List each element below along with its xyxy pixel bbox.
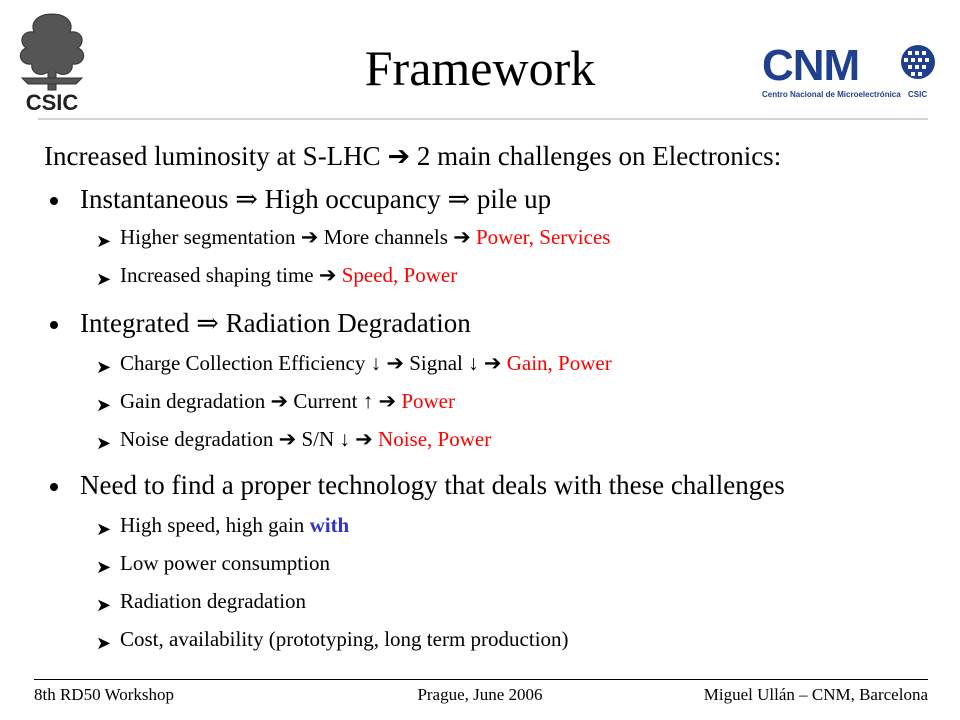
arrowhead-icon: ➤: [96, 269, 112, 289]
sub-text: Current ↑: [288, 389, 379, 413]
csic-logo-text: CSIC: [25, 90, 79, 115]
intro-rest-text: 2 main challenges on Electronics:: [410, 141, 782, 171]
cnm-logo-tag: CSIC: [908, 90, 928, 99]
sub-text: Charge Collection Efficiency ↓: [120, 351, 387, 375]
sub-text: Increased shaping time: [120, 263, 319, 287]
intro-text: Increased luminosity at S-LHC: [44, 141, 381, 171]
sub-text: Signal ↓: [403, 351, 484, 375]
sub-highlight-blue: with: [309, 513, 350, 537]
sub-text: High speed, high gain: [120, 513, 310, 537]
sub-item: [44, 588, 944, 614]
implies-arrow-icon: ⇒: [235, 184, 258, 214]
bullet-label-part: pile up: [470, 184, 552, 214]
right-arrow-icon: ➔: [386, 351, 404, 375]
bullet-dot-icon: [50, 197, 58, 205]
implies-arrow-icon: ⇒: [447, 184, 471, 214]
sub-item: [44, 426, 944, 452]
arrowhead-icon: ➤: [96, 557, 112, 577]
sub-item: [44, 626, 944, 652]
right-arrow-icon: ➔: [300, 225, 319, 249]
title-divider: [38, 118, 928, 120]
right-arrow-icon: ➔: [278, 427, 297, 451]
arrowhead-icon: ➤: [96, 433, 112, 453]
right-arrow-icon: ➔: [483, 351, 502, 375]
right-arrow-icon: ➔: [318, 263, 337, 287]
sub-text: S/N ↓: [296, 427, 356, 451]
bullet-label-part: Radiation Degradation: [218, 308, 471, 338]
bullet-dot-icon: [50, 483, 58, 491]
footer-left: 8th RD50 Workshop: [34, 685, 174, 704]
sub-item: [44, 512, 944, 538]
arrowhead-icon: ➤: [96, 395, 112, 415]
sub-item: [44, 262, 944, 288]
slide-title: Framework: [364, 40, 596, 96]
implies-arrow-icon: ⇒: [196, 308, 219, 338]
sub-text: Cost, availability (prototyping, long term production): [120, 627, 569, 651]
sub-text: Gain degradation: [120, 389, 271, 413]
arrowhead-icon: ➤: [96, 231, 112, 251]
sub-text: Higher segmentation: [120, 225, 301, 249]
bullet-need-technology: [44, 468, 944, 502]
sub-text: Noise degradation: [120, 427, 279, 451]
right-arrow-icon: ➔: [355, 427, 373, 451]
footer-right: Miguel Ullán – CNM, Barcelona: [703, 685, 928, 704]
right-arrow-icon: ➔: [378, 389, 397, 413]
right-arrow-icon: ➔: [270, 389, 289, 413]
sub-highlight: Power: [396, 389, 455, 413]
sub-text: More channels: [318, 225, 454, 249]
bullet-label-part: High occupancy: [257, 184, 448, 214]
bullet-instantaneous: [44, 182, 944, 216]
sub-text: Low power consumption: [120, 551, 330, 575]
sub-item: [44, 388, 944, 414]
sub-highlight: Speed, Power: [336, 263, 458, 287]
right-arrow-icon: ➔: [387, 141, 411, 171]
bullet-label-part: Need to find a proper technology that deals with these challenges: [80, 470, 785, 500]
intro-line: [44, 134, 944, 178]
right-arrow-icon: ➔: [453, 225, 471, 249]
sub-highlight: Power, Services: [470, 225, 611, 249]
footer-divider: [34, 679, 928, 680]
sub-highlight: Noise, Power: [372, 427, 492, 451]
bullet-integrated: [44, 306, 944, 340]
sub-item: [44, 224, 944, 250]
bullet-label-part: Integrated: [80, 308, 197, 338]
bullet-dot-icon: [50, 321, 58, 329]
arrowhead-icon: ➤: [96, 357, 112, 377]
bullet-label-part: Instantaneous: [80, 184, 236, 214]
arrowhead-icon: ➤: [96, 595, 112, 615]
slide-body: [44, 134, 944, 652]
footer-center: Prague, June 2006: [417, 685, 543, 704]
sub-item: [44, 350, 944, 376]
arrowhead-icon: ➤: [96, 519, 112, 539]
sub-highlight: Gain, Power: [501, 351, 612, 375]
sub-item: [44, 550, 944, 576]
sub-text: Radiation degradation: [120, 589, 307, 613]
cnm-logo-subtitle: Centro Nacional de Microelectrónica: [762, 90, 901, 99]
arrowhead-icon: ➤: [96, 633, 112, 653]
cnm-logo-text: CNM: [762, 41, 860, 90]
